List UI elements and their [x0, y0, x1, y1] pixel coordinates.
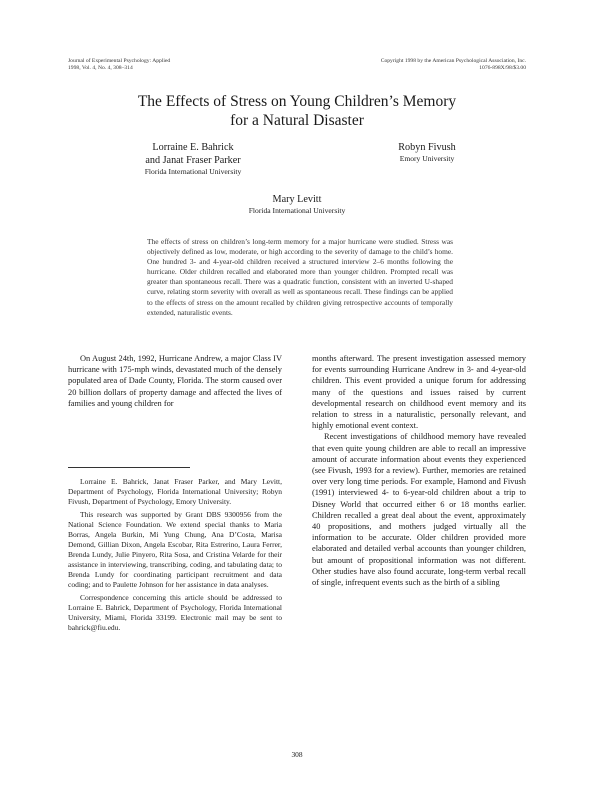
- footnotes: [68, 477, 282, 636]
- author-name-2: and Janat Fraser Parker: [145, 155, 241, 166]
- body-column-left: [68, 353, 282, 409]
- author-group-1: [108, 141, 278, 177]
- footnote-rule: [68, 467, 190, 468]
- author-affiliation-1: Florida International University: [144, 167, 242, 176]
- body-column-right: [312, 353, 526, 588]
- author-affiliation-3: Florida International University: [248, 206, 346, 215]
- body-paragraph: On August 24th, 1992, Hurricane Andrew, a major Class IV hurricane with 175-mph winds, devastated much of the densely populated area of Dade County, Florida. The storm caused over 20 billion dollars of property damage and affected the lives of families and young children for: [68, 354, 282, 408]
- footnote-acknowledgments: This research was supported by Grant DBS 9300956 from the National Science Foundation. We extend special thanks to Maria Borras, Angela Burkin, Mi Yung Chung, Ana D’Costa, Marisa Demond, Gillian Dixon, Angela Escobar, Rita Estrerino, Laura Ferrer, Brenda Lundy, Julie Pinyero, Rita Sosa, and Cristina Velarde for their assistance in interviewing, transcribing, coding, and tabulating data; to Brenda Lundy for coordinating participant recruitment and data coding; and to Paulette Johnson for her assistance in data analyses.: [68, 509, 282, 590]
- issn-line: 1076-898X/98/$3.00: [479, 65, 526, 71]
- running-header-copyright: [381, 58, 526, 72]
- title-line-2: for a Natural Disaster: [230, 112, 364, 129]
- body-paragraph: months afterward. The present investigation assessed memory for events surrounding Hurricane Andrew in 3- and 4-year-old children. This event provided a unique forum for addressing many of the questions and issues raised by current developmental research on childhood event memory and its relation to stress in a naturalistic, personally relevant, and highly emotional event context.: [312, 354, 526, 431]
- running-header-journal: [68, 58, 170, 72]
- title-line-1: The Effects of Stress on Young Children’s Memory: [137, 93, 457, 110]
- author-group-2: [352, 141, 502, 164]
- author-name-1: Lorraine E. Bahrick: [152, 142, 234, 153]
- body-paragraph: Recent investigations of childhood memory have revealed that even quite young children are able to recall an impressive amount of accurate information about events they experienced (see Fivush, 1993 for a review). Further, memories are retained over very long time periods. For example, Hamond and Fivush (1991) interviewed 4- to 6-year-old children about a trip to Disney World that occurred either 6 or 18 months earlier. Children recalled a great deal about the event, approximately 40 propositions, and mothers judged virtually all the information to be accurate. Older children provided more elaborated and detailed verbal accounts than younger children, but amount of propositional information was not different. Other studies have also found accurate, long-term verbal recall of single, infrequent events such as the birth of a sibling: [312, 432, 526, 588]
- author-group-3: [197, 193, 397, 216]
- journal-name: Journal of Experimental Psychology: Applied: [68, 58, 171, 64]
- author-name-4: Mary Levitt: [272, 194, 322, 205]
- footnote-author-affiliations: Lorraine E. Bahrick, Janat Fraser Parker, and Mary Levitt, Department of Psychology, Florida International University; Robyn Fivush, Department of Psychology, Emory University.: [68, 477, 282, 507]
- author-name-3: Robyn Fivush: [398, 142, 456, 153]
- page-number: 308: [291, 750, 303, 759]
- copyright-line: Copyright 1998 by the American Psychological Association, Inc.: [380, 58, 526, 64]
- journal-volume: 1998, Vol. 4, No. 4, 308–314: [68, 65, 133, 71]
- footnote-correspondence: Correspondence concerning this article should be addressed to Lorraine E. Bahrick, Department of Psychology, Florida International University, Miami, Florida 33199. Electronic mail may be sent to bahrick@fiu.edu.: [68, 592, 282, 633]
- author-affiliation-2: Emory University: [399, 154, 455, 163]
- article-title: [0, 92, 594, 130]
- abstract: The effects of stress on children’s long-term memory for a major hurricane were studied. Stress was objectively defined as low, moderate, or high according to the severity of damage to the child’s home. One hundred 3- and 4-year-old children received a structured interview 2–6 months following the hurricane. Older children recalled and elaborated more than younger children. Prompted recall was greater than spontaneous recall. There was a quadratic function, consistent with an inverted U-shaped curve, relating storm severity with overall as well as spontaneous recall. These findings can be applied to the effects of stress on the amount recalled by children giving retrospective accounts of temporally extended, naturalistic events.: [147, 237, 453, 317]
